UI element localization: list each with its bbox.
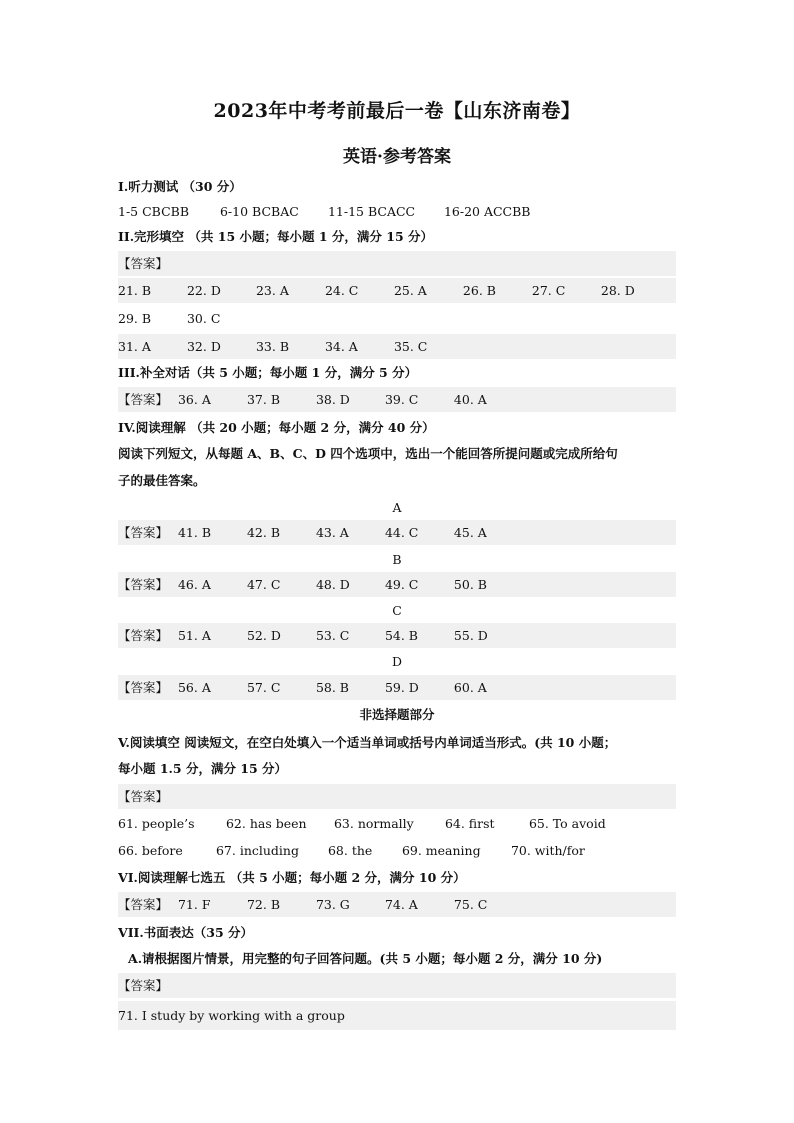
answer-item: 43. A [315,525,349,540]
answer-group: 6-10 BCBAC [219,204,299,219]
answer-item: 50. B [453,577,487,592]
section-2-row-2 [118,306,676,331]
passage-c-answers [118,623,676,648]
answer-item: 40. A [453,392,487,407]
answer-group: 11-15 BCACC [327,204,416,219]
answer-item: 63. normally [333,816,414,831]
answer-item: 47. C [246,577,281,592]
answer-item: 74. A [384,897,418,912]
section-1-header: I.听力测试 （30 分） [118,179,242,194]
answer-label: 【答案】 [118,392,169,407]
answer-item: 56. A [177,680,211,695]
section-3-answers [118,387,676,412]
section-7-part-a [118,946,686,971]
section-1-answers [118,199,676,224]
answer-item: 28. D [600,283,635,298]
answer-item: 71. F [177,897,211,912]
answer-item: 32. D [186,339,221,354]
answer-item: 35. C [393,339,428,354]
section-5-header-2: 每小题 1.5 分，满分 15 分） [118,761,288,776]
answer-item: 22. D [186,283,221,298]
answer-item: 25. A [393,283,427,298]
passage-d-answers [118,675,676,700]
answer-item: 26. B [462,283,496,298]
answer-item: 67. including [215,843,299,858]
part-a-text: A.请根据图片情景，用完整的句子回答问题。(共 5 小题；每小题 2 分，满分 10 分) [128,951,603,966]
answer-item: 45. A [453,525,487,540]
section-2-row-3 [118,334,676,359]
section-5-row-2 [118,838,676,863]
section-4-instruction-2: 子的最佳答案。 [118,473,206,488]
answer-item: 73. G [315,897,350,912]
section-7-answer-1: 71. I study by working with a group [118,1001,676,1030]
section-4-header: IV.阅读理解 （共 20 小题；每小题 2 分，满分 40 分） [118,420,435,435]
answer-item: 70. with/for [510,843,585,858]
answer-item: 36. A [177,392,211,407]
answer-label: 【答案】 [118,251,676,276]
answer-group: 1-5 CBCBB [118,204,190,219]
answer-item: 60. A [453,680,487,695]
answer-label: 【答案】 [118,628,169,643]
answer-item: 44. C [384,525,419,540]
answer-item: 29. B [118,311,152,326]
answer-item: 31. A [118,339,151,354]
document-subtitle: 英语·参考答案 [343,147,451,167]
answer-item: 53. C [315,628,350,643]
answer-item: 75. C [453,897,488,912]
answer-item: 51. A [177,628,211,643]
section-7-header: VII.书面表达（35 分） [118,925,253,940]
answer-item: 49. C [384,577,419,592]
answer-label: 【答案】 [118,577,169,592]
passage-b-answers [118,572,676,597]
section-6-answers [118,892,676,917]
answer-group: 16-20 ACCBB [443,204,531,219]
answer-item: 48. D [315,577,350,592]
passage-a-answers [118,520,676,545]
section-5-row-1 [118,811,676,836]
section-5-header-1: V.阅读填空 阅读短文，在空白处填入一个适当单词或括号内单词适当形式。(共 10 小题； [118,735,617,750]
answer-item: 38. D [315,392,350,407]
answer-item: 34. A [324,339,358,354]
section-3-header: III.补全对话（共 5 小题；每小题 1 分，满分 5 分） [118,365,418,380]
answer-item: 46. A [177,577,211,592]
answer-label: 【答案】 [118,897,169,912]
answer-item: 62. has been [225,816,307,831]
answer-item: 68. the [327,843,373,858]
answer-item: 52. D [246,628,281,643]
answer-label: 【答案】 [118,784,676,809]
section-2-header: II.完形填空 （共 15 小题；每小题 1 分，满分 15 分） [118,229,433,244]
passage-label: C [392,603,402,618]
section-2-row-1 [118,278,676,303]
answer-label: 【答案】 [118,525,169,540]
answer-item: 61. people’s [118,816,195,831]
answer-item: 41. B [177,525,212,540]
answer-item: 27. C [531,283,566,298]
section-4-instruction-1: 阅读下列短文，从每题 A、B、C、D 四个选项中，选出一个能回答所提问题或完成所给句 [118,446,618,461]
answer-item: 64. first [444,816,495,831]
answer-item: 58. B [315,680,349,695]
answer-item: 65. To avoid [528,816,606,831]
answer-label: 【答案】 [118,680,169,695]
answer-item: 72. B [246,897,281,912]
answer-label: 【答案】 [118,973,676,998]
answer-item: 54. B [384,628,418,643]
passage-label: B [392,552,402,567]
answer-item: 59. D [384,680,419,695]
answer-item: 66. before [118,843,183,858]
answer-item: 69. meaning [401,843,481,858]
section-6-header: VI.阅读理解七选五 （共 5 小题；每小题 2 分，满分 10 分） [118,870,466,885]
answer-item: 42. B [246,525,281,540]
passage-label: A [392,500,402,515]
answer-item: 23. A [255,283,289,298]
answer-item: 39. C [384,392,419,407]
answer-item: 57. C [246,680,281,695]
nonchoice-header: 非选择题部分 [359,707,435,722]
document-title: 2023年中考考前最后一卷【山东济南卷】 [213,100,581,122]
answer-item: 33. B [255,339,290,354]
answer-item: 55. D [453,628,488,643]
answer-item: 30. C [186,311,221,326]
passage-label: D [391,654,403,669]
answer-item: 21. B [118,283,152,298]
answer-item: 24. C [324,283,359,298]
answer-item: 37. B [246,392,281,407]
